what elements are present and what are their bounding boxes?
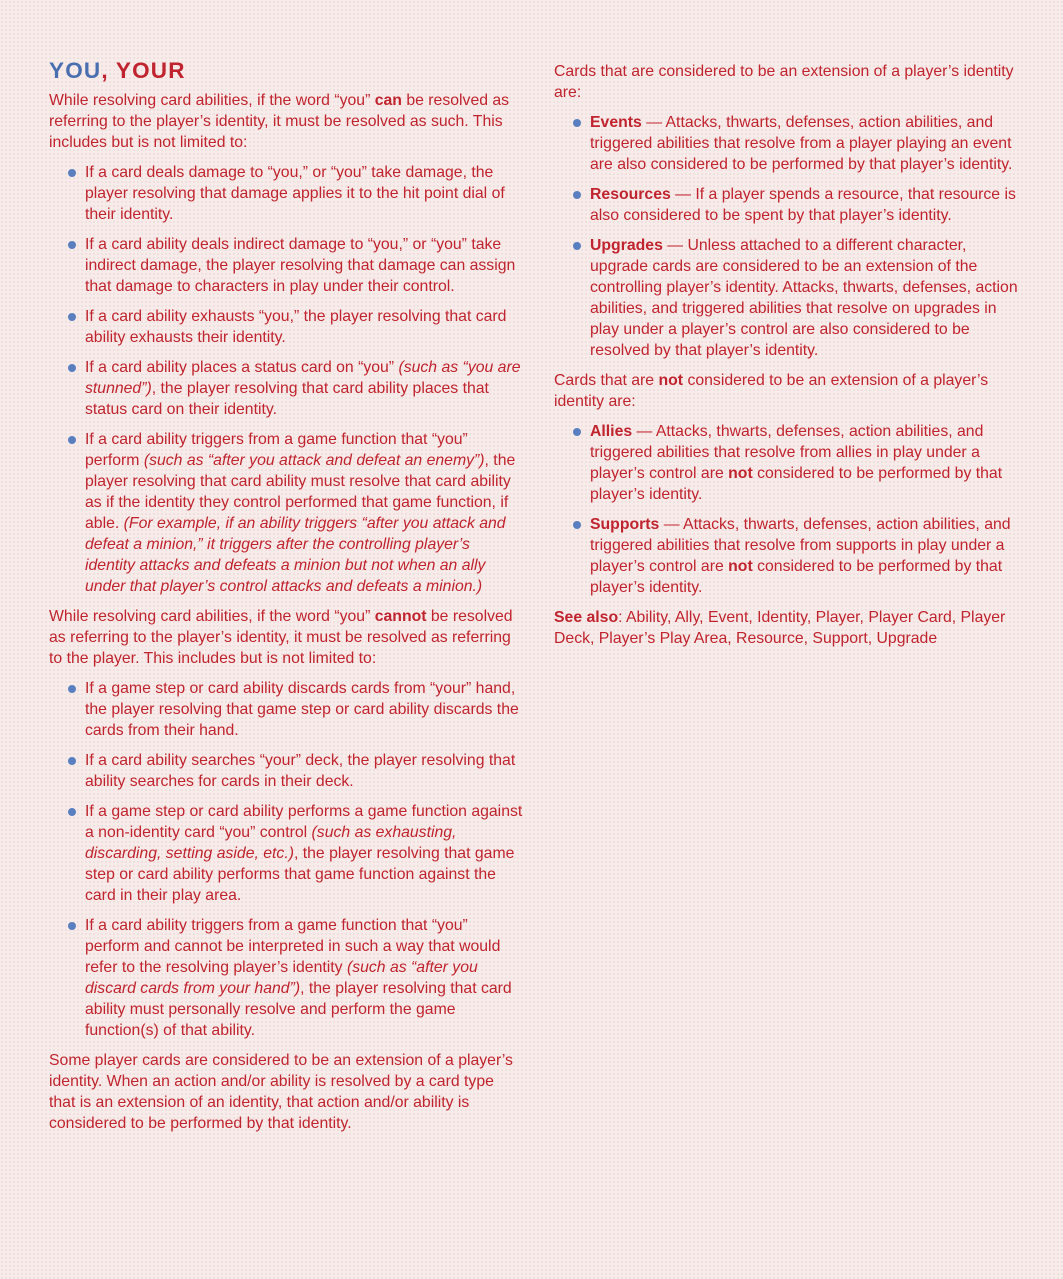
text-run: Cards that are: [554, 372, 659, 389]
italic-run: (such as “after you attack and defeat an enemy”): [143, 452, 485, 469]
text-run: If a card ability places a status card on “you”: [85, 359, 399, 376]
intro-paragraph-cannot: [49, 606, 523, 669]
bullet-icon: [68, 808, 76, 816]
list-item-text: If a game step or card ability discards cards from “your” hand, the player resolving that game step or card ability discards the cards from their hand.: [85, 680, 519, 739]
bullet-icon: [573, 521, 581, 529]
see-also-label: See also: [554, 609, 619, 626]
bullet-icon: [68, 685, 76, 693]
list-item-text: If a card deals damage to “you,” or “you” take damage, the player resolving that damage applies it to the hit point dial of their identity.: [85, 164, 505, 223]
list-item-damage: [85, 162, 523, 225]
bullet-icon: [68, 364, 76, 372]
non-extension-intro: [554, 370, 1024, 412]
emphasis-not: not: [728, 465, 753, 482]
heading-comma: ,: [101, 58, 109, 83]
list-item-allies: [590, 421, 1024, 505]
list-item-text: If a card ability exhausts “you,” the player resolving that card ability exhausts their identity.: [85, 308, 507, 346]
text-run: , the player resolving that game step or card ability performs that game function against the card in their play area.: [85, 845, 515, 904]
intro-paragraph-can: [49, 90, 523, 153]
emphasis-can: can: [374, 92, 402, 109]
bullet-icon: [68, 922, 76, 930]
list-item-resources: [590, 184, 1024, 226]
italic-run: (such as exhausting, discarding, setting aside, etc.): [85, 824, 457, 862]
bullet-icon: [68, 757, 76, 765]
right-column: [554, 61, 1024, 658]
list-item-upgrades: [590, 235, 1024, 361]
list-item-triggers: [85, 429, 523, 597]
extension-paragraph: Some player cards are considered to be an extension of a player’s identity. When an action and/or ability is resolved by a card type that is an extension of an identity, that action and/or ability is considered to be performed by that identity.: [49, 1052, 513, 1132]
list-item-indirect-damage: [85, 234, 523, 297]
list-item-discard-hand: [85, 678, 523, 741]
list-item-personal-resolve: [85, 915, 523, 1041]
text-run: , the player resolving that card ability places that status card on their identity.: [85, 380, 489, 418]
list-item-text: — Attacks, thwarts, defenses, action abilities, and triggered abilities that resolve from a player playing an event are also considered to be performed by that player’s identity.: [590, 114, 1013, 173]
text-run: While resolving card abilities, if the word “you”: [49, 92, 375, 109]
bullet-icon: [68, 169, 76, 177]
text-run: be resolved as referring to the player’s identity, it must be resolved as such. This includes but is not limited to:: [49, 92, 510, 151]
bullet-icon: [573, 428, 581, 436]
bullet-icon: [68, 241, 76, 249]
list-item-text: If a card ability searches “your” deck, the player resolving that ability searches for cards in their deck.: [85, 752, 516, 790]
emphasis-not: not: [728, 558, 753, 575]
italic-run: (such as “after you discard cards from your hand”): [85, 959, 478, 997]
list-item-exhausts: [85, 306, 523, 348]
text-run: , the player resolving that card ability must personally resolve and perform the game function(s) of that ability.: [85, 980, 512, 1039]
italic-example: (For example, if an ability triggers “after you attack and defeat a minion,” it triggers after the controlling player’s identity attacks and defeats a minion but not when an ally under that player’s control attacks and defeats a minion.): [85, 515, 506, 595]
extension-intro: Cards that are considered to be an extension of a player’s identity are:: [554, 63, 1014, 101]
emphasis-not: not: [658, 372, 684, 389]
list-item-search-deck: [85, 750, 523, 792]
see-also: [554, 607, 1024, 649]
term-events: Events: [590, 114, 642, 131]
extension-list: [554, 112, 1024, 361]
term-resources: Resources: [590, 186, 671, 203]
section-heading: [49, 56, 523, 86]
text-run: considered to be performed by that player’s identity.: [590, 558, 1003, 596]
list-item-status-card: [85, 357, 523, 420]
text-run: — Attacks, thwarts, defenses, action abilities, and triggered abilities that resolve from supports in play under a player’s control are: [590, 516, 1011, 575]
identity-rules-list: [49, 162, 523, 597]
text-run: If a card ability triggers from a game function that “you” perform and cannot be interpreted in such a way that would refer to the resolving player’s identity: [85, 917, 501, 976]
list-item-events: [590, 112, 1024, 175]
list-item-text: If a card ability deals indirect damage to “you,” or “you” take indirect damage, the player resolving that damage can assign that damage to characters in play under their control.: [85, 236, 516, 295]
player-rules-list: [49, 678, 523, 1041]
term-upgrades: Upgrades: [590, 237, 663, 254]
non-extension-list: [554, 421, 1024, 598]
text-run: If a game step or card ability performs a game function against a non-identity card “you” control: [85, 803, 523, 841]
list-item-text: — Unless attached to a different character, upgrade cards are considered to be an extension of the controlling player’s identity. Attacks, thwarts, defenses, action abilities, and triggered abilities that resolve on upgrades in play under a player’s control are also considered to be resolved by that player’s identity.: [590, 237, 1018, 359]
bullet-icon: [68, 436, 76, 444]
text-run: — Attacks, thwarts, defenses, action abilities, and triggered abilities that resolve from allies in play under a player’s control are: [590, 423, 984, 482]
term-supports: Supports: [590, 516, 660, 533]
text-run: considered to be an extension of a player’s identity are:: [554, 372, 989, 410]
list-item-non-identity-card: [85, 801, 523, 906]
list-item-text: — If a player spends a resource, that resource is also considered to be spent by that player’s identity.: [590, 186, 1016, 224]
see-also-references: : Ability, Ally, Event, Identity, Player, Player Card, Player Deck, Player’s Play Area, Resource, Support, Upgrade: [554, 609, 1006, 647]
left-column: [49, 56, 523, 1143]
text-run: While resolving card abilities, if the word “you”: [49, 608, 375, 625]
text-run: If a card ability triggers from a game function that “you” perform: [85, 431, 468, 469]
text-run: be resolved as referring to the player’s identity, it must be resolved as referring to the player. This includes but is not limited to:: [49, 608, 513, 667]
bullet-icon: [573, 119, 581, 127]
italic-run: (such as “you are stunned”): [85, 359, 521, 397]
text-run: , the player resolving that card ability must resolve that card ability as if the identity they control performed that game function, if able.: [85, 452, 516, 532]
bullet-icon: [573, 191, 581, 199]
bullet-icon: [573, 242, 581, 250]
emphasis-cannot: cannot: [374, 608, 427, 625]
heading-you: YOU: [49, 58, 102, 83]
term-allies: Allies: [590, 423, 633, 440]
text-run: considered to be performed by that player’s identity.: [590, 465, 1003, 503]
bullet-icon: [68, 313, 76, 321]
list-item-supports: [590, 514, 1024, 598]
heading-your: YOUR: [115, 58, 186, 83]
